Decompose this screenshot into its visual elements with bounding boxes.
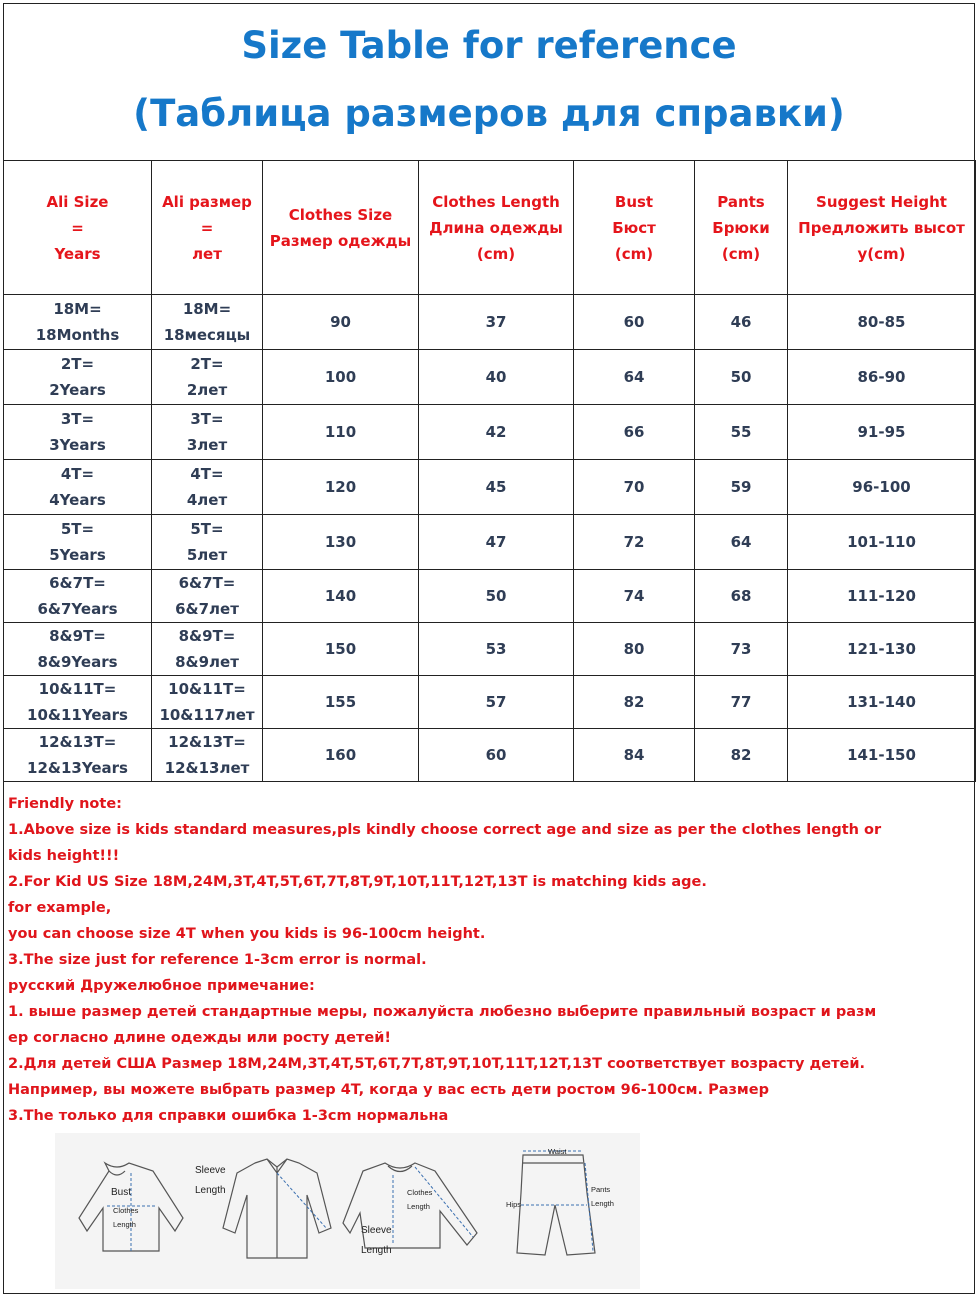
cell-clothes-length: 53 <box>419 623 574 676</box>
note-line: 1.Above size is kids standard measures,pls kindly choose correct age and size as per the clothes length or <box>8 822 882 838</box>
cell-pants: 46 <box>695 295 788 350</box>
garment-sketches <box>55 1133 640 1289</box>
note-line: русский Дружелюбное примечание: <box>8 978 315 994</box>
cell-years-ru: 8&9T= 8&9лет <box>152 623 263 676</box>
cell-pants: 50 <box>695 350 788 405</box>
note-line: 2.Для детей США Размер 18M,24M,3T,4T,5T,6T,7T,8T,9T,10T,11T,12T,13T соответствует возрасту детей. <box>8 1056 866 1072</box>
cell-years: 3T= 3Years <box>4 405 152 460</box>
table-row <box>4 570 976 623</box>
cell-clothes-length: 42 <box>419 405 574 460</box>
cell-years: 4T= 4Years <box>4 460 152 515</box>
cell-years: 5T= 5Years <box>4 515 152 570</box>
cell-clothes-size: 110 <box>263 405 419 460</box>
cell-clothes-size: 155 <box>263 676 419 729</box>
cell-clothes-length: 57 <box>419 676 574 729</box>
cell-bust: 70 <box>574 460 695 515</box>
note-line: you can choose size 4T when you kids is 96-100cm height. <box>8 926 486 942</box>
cell-suggest-height: 131-140 <box>788 676 976 729</box>
cell-bust: 74 <box>574 570 695 623</box>
shirt-icon <box>223 1159 331 1258</box>
waist-label: Waist <box>548 1147 567 1156</box>
bust-label: Bust <box>111 1187 132 1198</box>
header-clothes-length: Clothes Length Длина одежды (cm) <box>419 161 574 295</box>
cell-years: 10&11T= 10&11Years <box>4 676 152 729</box>
cell-clothes-length: 45 <box>419 460 574 515</box>
cell-bust: 60 <box>574 295 695 350</box>
title-russian: (Таблица размеров для справки) <box>133 92 845 135</box>
cell-bust: 66 <box>574 405 695 460</box>
note-line: 1. выше размер детей стандартные меры, пожалуйста любезно выберите правильный возраст и разм <box>8 1004 877 1020</box>
cell-bust: 80 <box>574 623 695 676</box>
cell-years-ru: 3T= 3лет <box>152 405 263 460</box>
title-block <box>3 3 975 161</box>
note-line: 3.The size just for reference 1-3cm error is normal. <box>8 952 427 968</box>
note-line: 3.The только для справки ошибка 1-3cm нормальна <box>8 1108 449 1124</box>
cell-clothes-length: 47 <box>419 515 574 570</box>
cell-clothes-size: 140 <box>263 570 419 623</box>
pants-label: Pants <box>591 1185 611 1194</box>
cell-suggest-height: 96-100 <box>788 460 976 515</box>
cell-bust: 64 <box>574 350 695 405</box>
note-line: 2.For Kid US Size 18M,24M,3T,4T,5T,6T,7T,8T,9T,10T,11T,12T,13T is matching kids age. <box>8 874 707 890</box>
table-row <box>4 350 976 405</box>
cell-clothes-size: 150 <box>263 623 419 676</box>
sleeve-label: Sleeve <box>361 1225 392 1236</box>
table-row <box>4 729 976 782</box>
size-table-header <box>4 161 976 295</box>
hips-label: Hips <box>506 1200 522 1209</box>
table-row <box>4 460 976 515</box>
header-pants: Pants Брюки (cm) <box>695 161 788 295</box>
cell-suggest-height: 86-90 <box>788 350 976 405</box>
note-line: for example, <box>8 900 112 916</box>
cell-clothes-size: 160 <box>263 729 419 782</box>
cell-clothes-length: 37 <box>419 295 574 350</box>
header-suggest-height: Suggest Height Предложить высот у(cm) <box>788 161 976 295</box>
header-ali-size: Ali Size = Years <box>4 161 152 295</box>
measurement-diagram <box>55 1133 640 1289</box>
note-heading: Friendly note: <box>8 796 122 812</box>
cell-clothes-size: 120 <box>263 460 419 515</box>
cell-clothes-length: 50 <box>419 570 574 623</box>
cell-pants: 64 <box>695 515 788 570</box>
cell-years: 8&9T= 8&9Years <box>4 623 152 676</box>
table-row <box>4 515 976 570</box>
cell-bust: 82 <box>574 676 695 729</box>
cell-clothes-size: 90 <box>263 295 419 350</box>
cell-pants: 59 <box>695 460 788 515</box>
header-bust: Bust Бюст (cm) <box>574 161 695 295</box>
sleeve-label: Sleeve <box>195 1165 226 1176</box>
cell-pants: 55 <box>695 405 788 460</box>
table-row <box>4 405 976 460</box>
length-label: Length <box>361 1245 392 1256</box>
cell-years: 6&7T= 6&7Years <box>4 570 152 623</box>
cell-suggest-height: 101-110 <box>788 515 976 570</box>
cell-pants: 77 <box>695 676 788 729</box>
cell-years-ru: 4T= 4лет <box>152 460 263 515</box>
cell-pants: 82 <box>695 729 788 782</box>
title-english: Size Table for reference <box>241 24 737 67</box>
cell-clothes-length: 60 <box>419 729 574 782</box>
cell-years-ru: 5T= 5лет <box>152 515 263 570</box>
cell-suggest-height: 80-85 <box>788 295 976 350</box>
cell-years-ru: 2T= 2лет <box>152 350 263 405</box>
header-ali-size-ru: Ali размер = лет <box>152 161 263 295</box>
cell-years-ru: 10&11T= 10&117лет <box>152 676 263 729</box>
cell-clothes-size: 130 <box>263 515 419 570</box>
size-table <box>3 160 976 782</box>
header-clothes-size: Clothes Size Размер одежды <box>263 161 419 295</box>
length-label: Length <box>591 1199 614 1208</box>
length-label: Length <box>195 1185 226 1196</box>
length-label: Length <box>113 1220 136 1229</box>
cell-suggest-height: 111-120 <box>788 570 976 623</box>
cell-clothes-size: 100 <box>263 350 419 405</box>
note-line: Например, вы можете выбрать размер 4T, когда у вас есть дети ростом 96-100см. Размер <box>8 1082 769 1098</box>
note-line: kids height!!! <box>8 848 120 864</box>
note-line: ер согласно длине одежды или росту детей! <box>8 1030 392 1046</box>
cell-clothes-length: 40 <box>419 350 574 405</box>
cell-bust: 72 <box>574 515 695 570</box>
table-row <box>4 676 976 729</box>
cell-years-ru: 6&7T= 6&7лет <box>152 570 263 623</box>
cell-years: 2T= 2Years <box>4 350 152 405</box>
cell-years-ru: 18M= 18месяцы <box>152 295 263 350</box>
cell-pants: 73 <box>695 623 788 676</box>
cell-suggest-height: 121-130 <box>788 623 976 676</box>
cell-suggest-height: 91-95 <box>788 405 976 460</box>
cell-years: 18M= 18Months <box>4 295 152 350</box>
length-label: Length <box>407 1202 430 1211</box>
cell-bust: 84 <box>574 729 695 782</box>
cell-years-ru: 12&13T= 12&13лет <box>152 729 263 782</box>
cell-years: 12&13T= 12&13Years <box>4 729 152 782</box>
table-row <box>4 623 976 676</box>
table-row <box>4 295 976 350</box>
clothes-label: Clothes <box>407 1188 433 1197</box>
clothes-label: Clothes <box>113 1206 139 1215</box>
cell-pants: 68 <box>695 570 788 623</box>
cell-suggest-height: 141-150 <box>788 729 976 782</box>
friendly-note <box>3 789 975 1134</box>
